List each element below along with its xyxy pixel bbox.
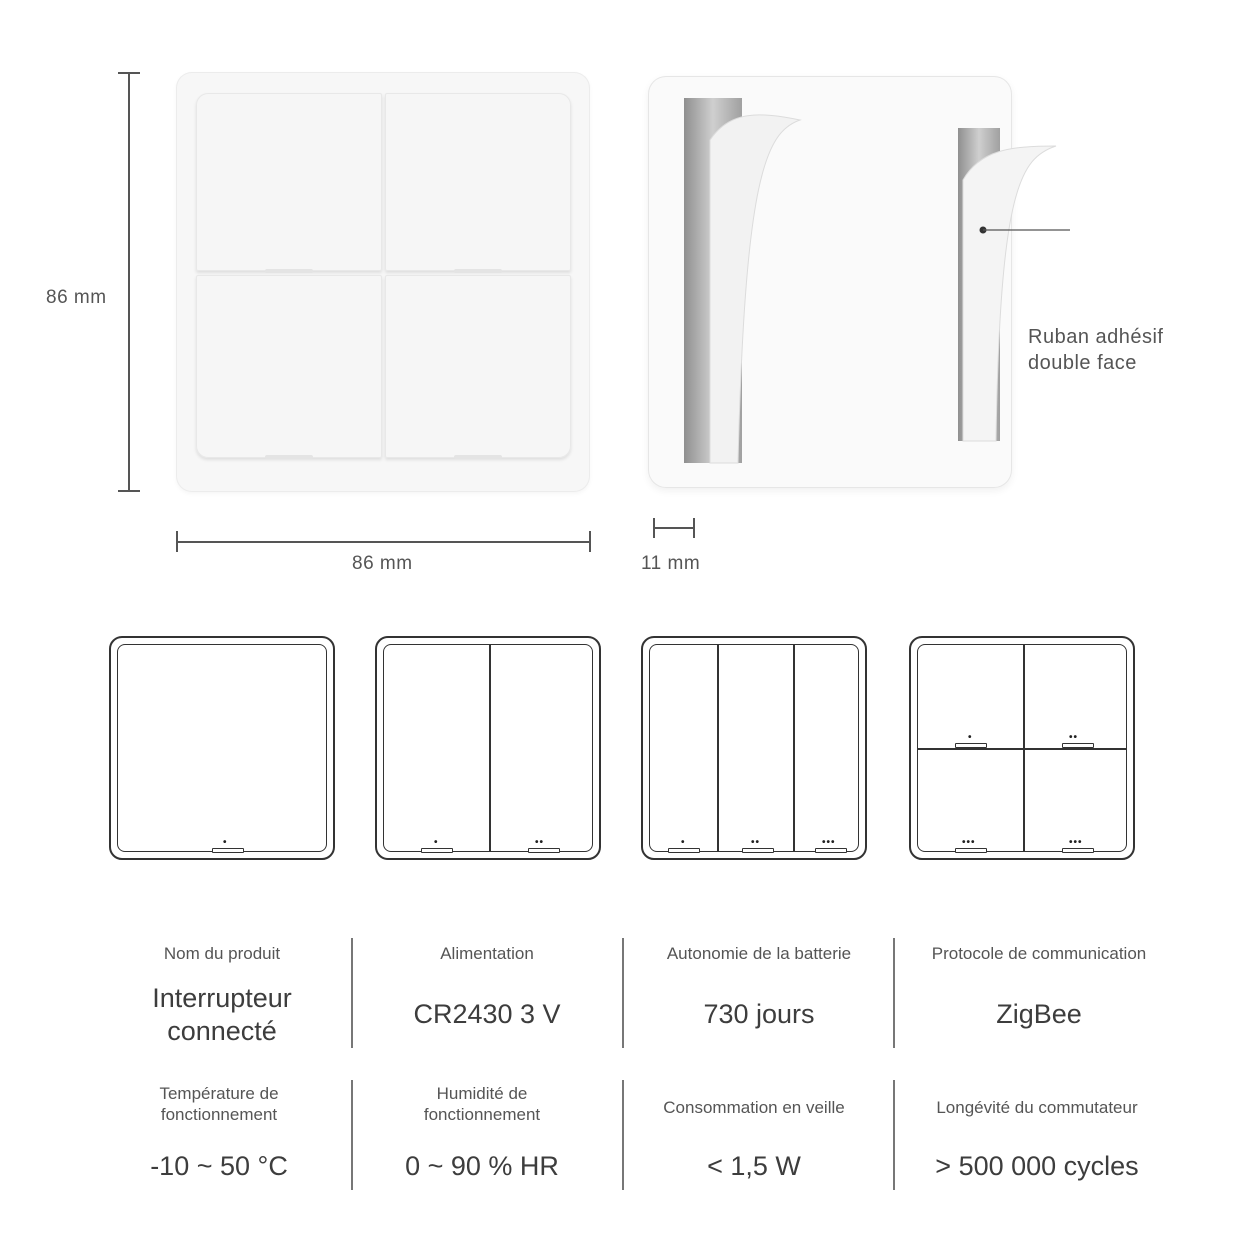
spec-standby-consumption: [619, 1097, 889, 1183]
spec-operating-temperature: [84, 1083, 354, 1183]
button-dot-3: •••: [962, 837, 976, 848]
button-indicator: [454, 269, 502, 273]
spec-operating-humidity: [347, 1083, 617, 1183]
layout-2-buttons: [375, 636, 601, 860]
button-dot-1: •: [223, 837, 228, 848]
spec-battery-life: [624, 943, 894, 1031]
layout-3-buttons: [641, 636, 867, 860]
button-divider: [489, 645, 491, 851]
spec-power: [352, 943, 622, 1031]
switch-front-view: [176, 72, 590, 492]
button-indicator: [668, 848, 700, 853]
spec-protocol: [904, 943, 1174, 1031]
spec-value: ZigBee: [996, 999, 1082, 1029]
spec-product-name: [87, 943, 357, 1048]
button-dot-2: ••: [751, 837, 761, 848]
depth-dimension-line: [653, 527, 694, 529]
button-dot-1: •: [681, 837, 686, 848]
spec-value: Interrupteur connecté: [152, 983, 292, 1046]
button-dot-3: •••: [822, 837, 836, 848]
button-dot-4: •••: [1069, 837, 1083, 848]
spec-label: Nom du produit: [163, 944, 281, 963]
spec-value: 0 ~ 90 % HR: [405, 1151, 559, 1181]
tape-liner-left: [710, 115, 800, 463]
depth-dimension-cap-right: [693, 518, 695, 538]
callout-label-line2: double face: [1028, 352, 1137, 374]
spec-value: CR2430 3 V: [413, 999, 561, 1029]
spec-label: Consommation en veille: [663, 1098, 845, 1117]
switch-button-bottom-left: [196, 275, 382, 458]
height-dimension-cap-bottom: [118, 490, 140, 492]
switch-button-top-left: [196, 93, 382, 271]
spec-switch-longevity: [902, 1097, 1172, 1183]
spec-label: Alimentation: [440, 944, 534, 963]
button-dot-1: •: [968, 732, 973, 743]
button-indicator: [815, 848, 847, 853]
button-indicator: [265, 455, 313, 459]
button-divider: [717, 645, 719, 851]
button-indicator: [955, 743, 987, 748]
button-divider: [918, 748, 1126, 750]
switch-button-top-right: [385, 93, 571, 271]
width-dimension-label: 86 mm: [352, 553, 413, 574]
layout-1-button: [109, 636, 335, 860]
spec-label: Autonomie de la batterie: [666, 944, 852, 963]
button-divider: [793, 645, 795, 851]
width-dimension-line: [176, 541, 590, 543]
width-dimension-cap-right: [589, 531, 591, 552]
adhesive-tape-illustration: [640, 70, 1070, 500]
button-indicator: [265, 269, 313, 273]
height-dimension-line: [128, 72, 130, 492]
spec-value: > 500 000 cycles: [935, 1151, 1139, 1181]
button-indicator: [742, 848, 774, 853]
spec-value: -10 ~ 50 °C: [150, 1151, 288, 1181]
depth-dimension-label: 11 mm: [641, 553, 701, 574]
button-indicator: [421, 848, 453, 853]
height-dimension-label: 86 mm: [46, 287, 107, 308]
button-dot-2: ••: [535, 837, 545, 848]
button-dot-1: •: [434, 837, 439, 848]
spec-divider: [893, 938, 895, 1048]
button-indicator: [454, 455, 502, 459]
layout-4-buttons: [909, 636, 1135, 860]
spec-value: < 1,5 W: [707, 1151, 801, 1181]
spec-label: Protocole de communication: [931, 944, 1147, 963]
button-indicator: [1062, 848, 1094, 853]
button-indicator: [212, 848, 244, 853]
button-indicator: [1062, 743, 1094, 748]
button-dot-2: ••: [1069, 732, 1079, 743]
spec-label: Température de fonctionnement: [159, 1084, 279, 1124]
button-indicator: [955, 848, 987, 853]
spec-label: Longévité du commutateur: [936, 1098, 1138, 1117]
tape-liner-right: [963, 146, 1056, 441]
width-dimension-cap-left: [176, 531, 178, 552]
height-dimension-cap-top: [118, 72, 140, 74]
callout-label-line1: Ruban adhésif: [1028, 326, 1164, 348]
button-indicator: [528, 848, 560, 853]
spec-label: Humidité de fonctionnement: [423, 1084, 541, 1124]
spec-divider: [893, 1080, 895, 1190]
depth-dimension-cap-left: [653, 518, 655, 538]
switch-button-bottom-right: [385, 275, 571, 458]
spec-value: 730 jours: [703, 999, 815, 1029]
